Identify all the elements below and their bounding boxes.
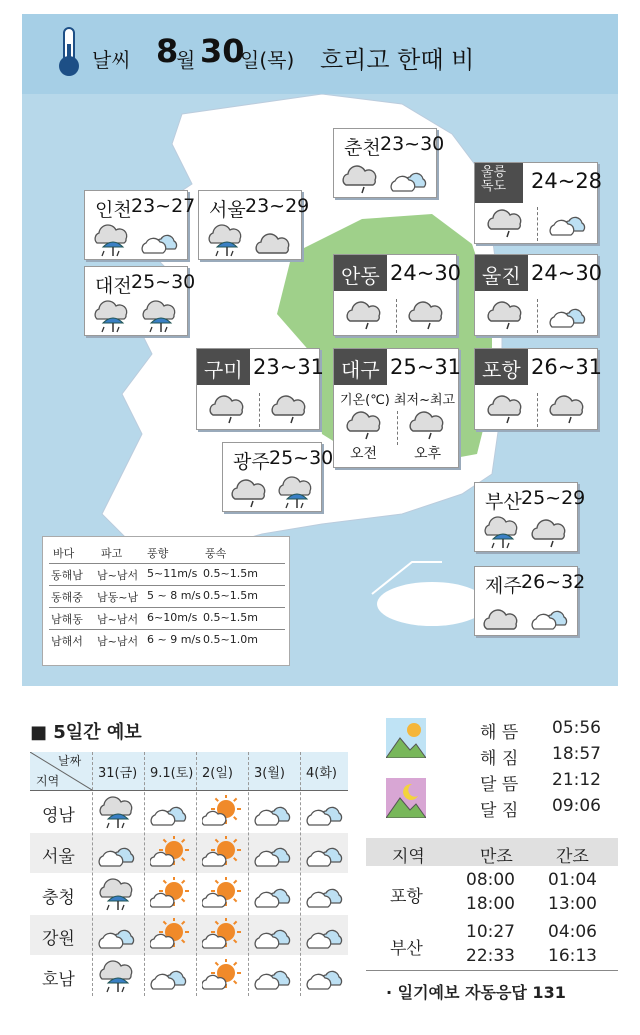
column-divider — [300, 752, 301, 996]
tide-high: 08:00 — [466, 870, 515, 890]
city-card — [198, 190, 310, 260]
forecast-region: 서울 — [42, 847, 75, 867]
forecast-region: 강원 — [42, 929, 75, 949]
tide-region: 포항 — [390, 887, 423, 907]
header-bar — [22, 14, 618, 94]
city-temp: 25~31 — [390, 355, 462, 379]
sea-row — [49, 608, 285, 627]
pm-cloud-sun-icon — [390, 161, 430, 195]
pm-cloud-rain-icon — [531, 515, 571, 549]
forecast-date: 2(일) — [202, 766, 233, 781]
forecast-sun-cloud-icon — [202, 795, 242, 829]
forecast-cloud-sun-icon — [254, 918, 294, 952]
header-day: 30 — [200, 32, 245, 70]
tide-header: 간조 — [556, 847, 589, 867]
tide-header: 지역 — [392, 847, 425, 867]
tide-low: 16:13 — [548, 946, 597, 966]
forecast-cloud-sun-icon — [306, 795, 346, 829]
city-card — [333, 128, 445, 198]
city-temp: 23~27 — [131, 195, 196, 217]
sea-cell: 동해중 — [51, 591, 83, 604]
moon-time: 09:06 — [552, 796, 601, 816]
forecast-sun-cloud-icon — [150, 877, 190, 911]
forecast-region: 호남 — [42, 970, 75, 990]
city-temp: 25~30 — [131, 271, 196, 293]
city-card — [333, 348, 462, 468]
sea-condition-table — [42, 536, 290, 666]
am-cloud-rain-icon — [487, 205, 527, 239]
corner-region-label: 지역 — [36, 774, 60, 788]
pm-cloud-icon — [255, 223, 295, 257]
forecast-table — [30, 752, 348, 996]
sea-header: 바다 — [53, 547, 75, 560]
tide-low: 13:00 — [548, 894, 597, 914]
pm-cloud-rain-icon — [408, 297, 448, 331]
city-name: 안동 — [334, 255, 387, 291]
forecast-cloud-sun-icon — [306, 918, 346, 952]
forecast-cloud-sun-icon — [98, 836, 138, 870]
divider — [537, 299, 538, 333]
footer-phone: · 일기예보 자동응답 131 — [386, 983, 566, 1002]
sea-cell: 0.5~1.5m — [203, 611, 258, 624]
city-card — [474, 566, 586, 636]
sea-cell: 0.5~1.5m — [203, 567, 258, 580]
tide-low: 04:06 — [548, 922, 597, 942]
moon-label: 달 짐 — [480, 801, 519, 821]
am-rain-cloud-icon — [483, 515, 523, 549]
am-cloud-rain-icon — [342, 161, 382, 195]
forecast-region: 충청 — [42, 888, 75, 908]
forecast-date: 31(금) — [98, 766, 138, 781]
am-rain-cloud-icon — [207, 223, 247, 257]
forecast-date: 9.1(토) — [150, 766, 194, 781]
forecast-cloud-sun-icon — [254, 877, 294, 911]
forecast-date: 3(월) — [254, 766, 285, 781]
sea-cell: 0.5~1.0m — [203, 633, 258, 646]
city-name: 울진 — [475, 255, 528, 291]
forecast-rain-cloud-icon — [98, 795, 138, 829]
sea-cell: 동해남 — [51, 569, 83, 582]
sea-cell: 남해서 — [51, 635, 83, 648]
city-card — [474, 162, 603, 244]
city-name: 대전 — [95, 275, 132, 297]
forecast-sun-cloud-icon — [150, 836, 190, 870]
column-divider — [92, 752, 93, 996]
sea-cell: 5~11m/s — [147, 567, 198, 580]
pm-cloud-rain-icon — [549, 391, 589, 425]
city-name: 서울 — [209, 199, 246, 221]
city-card — [333, 254, 462, 336]
am-cloud-rain-icon — [346, 297, 386, 331]
header-month: 8 — [156, 32, 179, 70]
city-temp: 24~30 — [390, 261, 462, 285]
city-card — [474, 482, 586, 552]
moon-time: 21:12 — [552, 770, 601, 790]
city-card — [84, 266, 196, 336]
forecast-rain-cloud-icon — [98, 877, 138, 911]
city-temp: 25~29 — [521, 487, 586, 509]
sun-label: 해 짐 — [480, 749, 519, 769]
tide-header: 만조 — [480, 847, 513, 867]
city-temp: 23~29 — [245, 195, 310, 217]
forecast-cloud-sun-icon — [254, 836, 294, 870]
divider — [537, 207, 538, 241]
pm-rain-cloud-icon — [277, 475, 317, 509]
city-card — [196, 348, 325, 430]
city-temp: 26~31 — [531, 355, 603, 379]
pm-cloud-sun-icon — [549, 205, 589, 239]
am-cloud-icon — [483, 599, 523, 633]
sea-cell: 남동~남 — [97, 591, 139, 604]
pm-rain-cloud-icon — [141, 299, 181, 333]
sea-cell: 6~10m/s — [147, 611, 198, 624]
city-name: 광주 — [233, 451, 270, 473]
sea-header: 풍속 — [205, 547, 227, 560]
sun-label: 해 뜸 — [480, 723, 519, 743]
am-label: 오전 — [350, 446, 378, 462]
forecast-cloud-sun-icon — [98, 918, 138, 952]
am-rain-cloud-icon — [93, 223, 133, 257]
city-card — [222, 442, 334, 512]
forecast-date: 4(화) — [306, 766, 337, 781]
tide-high: 18:00 — [466, 894, 515, 914]
sea-header: 파고 — [101, 547, 123, 560]
tide-low: 01:04 — [548, 870, 597, 890]
forecast-cloud-sun-icon — [306, 959, 346, 993]
city-temp: 26~32 — [521, 571, 586, 593]
moonrise-moonset-icon — [386, 778, 426, 818]
sea-row — [49, 630, 285, 649]
corner-diagonal — [30, 752, 92, 790]
moon-label: 달 뜸 — [480, 775, 519, 795]
divider — [537, 393, 538, 427]
column-divider — [196, 752, 197, 996]
sea-header-row — [49, 541, 285, 560]
forecast-sun-cloud-icon — [202, 836, 242, 870]
am-cloud-rain-icon — [346, 407, 386, 441]
corner-date-label: 날짜 — [58, 754, 82, 768]
city-temp: 24~30 — [531, 261, 603, 285]
tide-high: 10:27 — [466, 922, 515, 942]
forecast-sun-cloud-icon — [202, 877, 242, 911]
city-name: 춘천 — [344, 137, 381, 159]
am-cloud-rain-icon — [209, 391, 249, 425]
city-name: 구미 — [197, 349, 250, 385]
city-temp: 25~30 — [269, 447, 334, 469]
city-name: 인천 — [95, 199, 132, 221]
header-label: 날씨 — [92, 48, 131, 72]
forecast-cloud-sun-icon — [150, 959, 190, 993]
sea-cell: 0.5~1.5m — [203, 589, 258, 602]
forecast-sun-cloud-icon — [150, 918, 190, 952]
forecast-region: 영남 — [42, 806, 75, 826]
sun-time: 05:56 — [552, 718, 601, 738]
sea-header: 풍향 — [147, 547, 169, 560]
pm-cloud-rain-icon — [271, 391, 311, 425]
divider — [397, 411, 398, 445]
header-summary: 흐리고 한때 비 — [320, 46, 475, 74]
city-card — [84, 190, 196, 260]
table-rule — [366, 970, 618, 971]
tide-high: 22:33 — [466, 946, 515, 966]
column-divider — [248, 752, 249, 996]
am-rain-cloud-icon — [93, 299, 133, 333]
city-name: 제주 — [485, 575, 522, 597]
city-legend: 기온(℃) 최저~최고 — [340, 393, 456, 408]
sun-time: 18:57 — [552, 744, 601, 764]
city-temp: 23~31 — [253, 355, 325, 379]
city-temp: 24~28 — [531, 169, 603, 193]
divider — [259, 393, 260, 427]
am-cloud-rain-icon — [487, 297, 527, 331]
pm-label: 오후 — [414, 446, 442, 462]
city-name: 대구 — [334, 349, 387, 385]
sea-cell: 남해동 — [51, 613, 83, 626]
forecast-sun-cloud-icon — [202, 918, 242, 952]
thermometer-icon — [56, 26, 82, 78]
forecast-cloud-sun-icon — [254, 795, 294, 829]
am-cloud-rain-icon — [487, 391, 527, 425]
forecast-cloud-sun-icon — [306, 836, 346, 870]
tide-region: 부산 — [390, 939, 423, 959]
sea-cell: 남~남서 — [97, 569, 139, 582]
am-cloud-rain-icon — [231, 475, 271, 509]
city-card — [474, 348, 603, 430]
table-rule — [30, 790, 348, 791]
sunrise-sunset-icon — [386, 718, 426, 758]
forecast-cloud-sun-icon — [254, 959, 294, 993]
forecast-cloud-sun-icon — [306, 877, 346, 911]
pm-cloud-sun-icon — [531, 599, 571, 633]
forecast-sun-cloud-icon — [202, 959, 242, 993]
sea-row — [49, 586, 285, 605]
sea-cell: 5 ~ 8 m/s — [147, 589, 201, 602]
city-name: 울릉 독도 — [475, 163, 523, 203]
city-name: 부산 — [485, 491, 522, 513]
sea-cell: 6 ~ 9 m/s — [147, 633, 201, 646]
pm-cloud-sun-icon — [549, 297, 589, 331]
header-day-unit: 일(목) — [240, 48, 295, 72]
divider — [396, 299, 397, 333]
header-month-unit: 월 — [176, 48, 196, 72]
pm-cloud-sun-icon — [141, 223, 181, 257]
pm-cloud-rain-icon — [409, 407, 449, 441]
forecast-cloud-sun-icon — [150, 795, 190, 829]
sea-row — [49, 564, 285, 583]
sea-cell: 남~남서 — [97, 613, 139, 626]
forecast-rain-cloud-icon — [98, 959, 138, 993]
city-name: 포항 — [475, 349, 528, 385]
column-divider — [144, 752, 145, 996]
city-temp: 23~30 — [380, 133, 445, 155]
city-card — [474, 254, 603, 336]
sea-cell: 남~남서 — [97, 635, 139, 648]
forecast-title: ■ 5일간 예보 — [30, 722, 142, 743]
